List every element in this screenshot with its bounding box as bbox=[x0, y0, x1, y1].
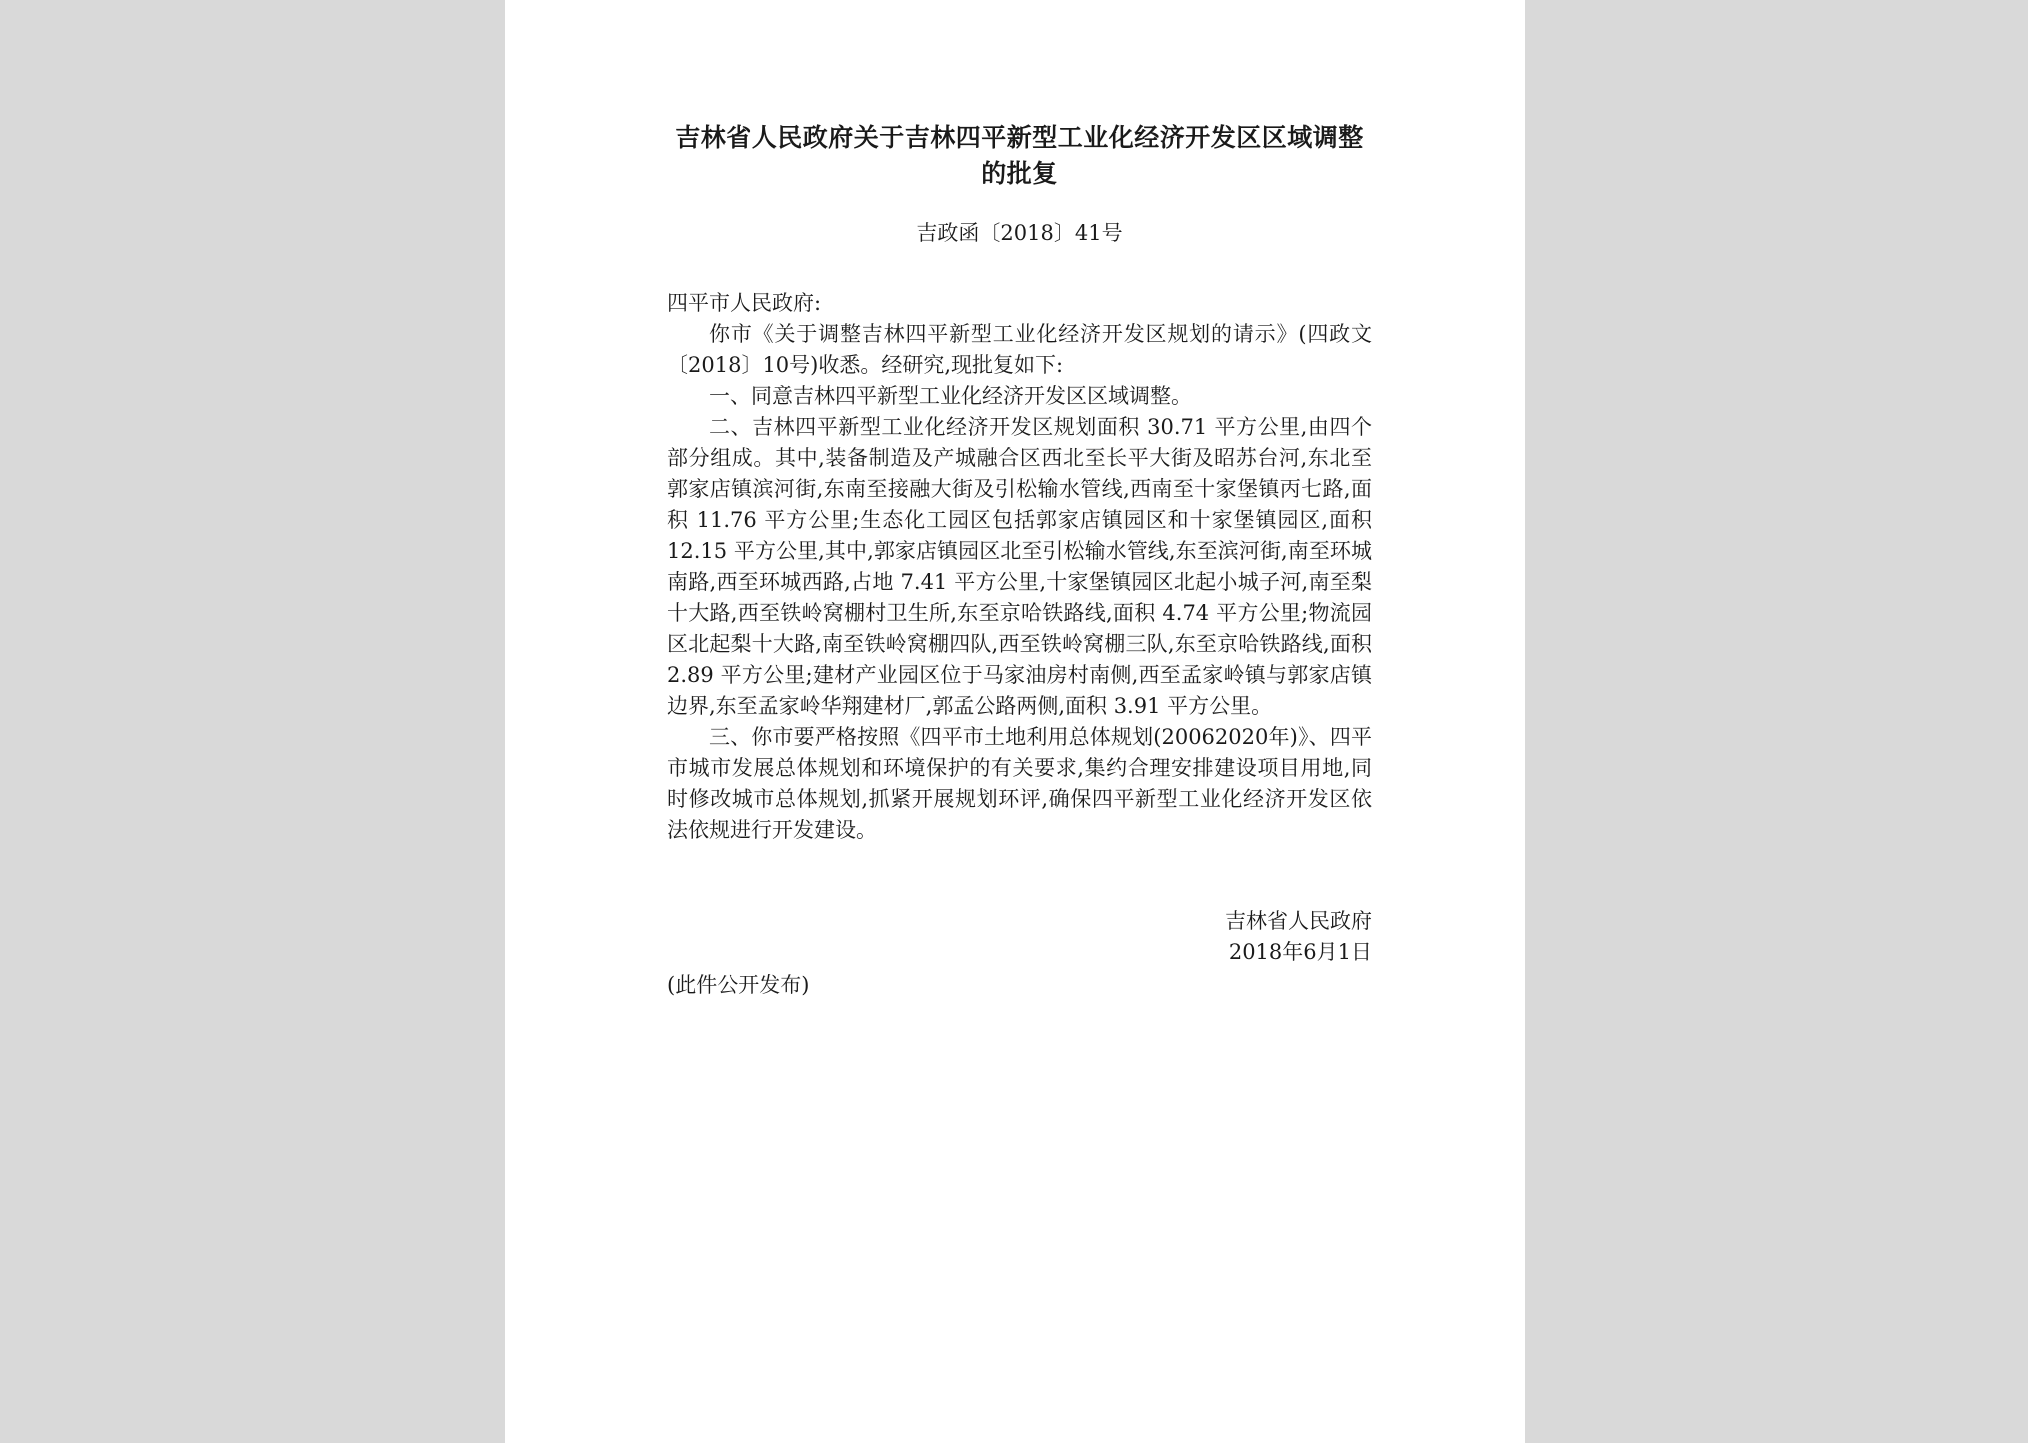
paragraph-item-2: 二、吉林四平新型工业化经济开发区规划面积 30.71 平方公里,由四个部分组成。其中,装备制造及产城融合区西北至长平大街及昭苏台河,东北至郭家店镇滨河街,东南至接融大街及引松输水管线,西南至十家堡镇丙七路,面积 11.76 平方公里;生态化工园区包括郭家店镇园区和十家堡镇园区,面积 12.15 平方公里,其中,郭家店镇园区北至引松输水管线,东至滨河街,南至环城南路,西至环城西路,占地 7.41 平方公里,十家堡镇园区北起小城子河,南至梨十大路,西至铁岭窝棚村卫生所,东至京哈铁路线,面积 4.74 平方公里;物流园区北起梨十大路,南至铁岭窝棚四队,西至铁岭窝棚三队,东至京哈铁路线,面积 2.89 平方公里;建材产业园区位于马家油房村南侧,西至孟家岭镇与郭家店镇边界,东至孟家岭华翔建材厂,郭孟公路两侧,面积 3.91 平方公里。 bbox=[667, 415, 1372, 718]
paragraph-item-3: 三、你市要严格按照《四平市土地利用总体规划(20062020年)》、四平市城市发展总体规划和环境保护的有关要求,集约合理安排建设项目用地,同时修改城市总体规划,抓紧开展规划环评,确保四平新型工业化经济开发区依法依规进行开发建设。 bbox=[667, 725, 1372, 842]
signature-date: 2018年6月1日 bbox=[1228, 940, 1372, 964]
publication-note: (此件公开发布) bbox=[667, 973, 810, 997]
document-number: 吉政函〔2018〕41号 bbox=[916, 221, 1123, 245]
signature-block bbox=[667, 906, 1372, 968]
paragraph-item-1: 一、同意吉林四平新型工业化经济开发区区域调整。 bbox=[709, 384, 1192, 408]
signature-issuer: 吉林省人民政府 bbox=[1225, 909, 1372, 933]
addressee: 四平市人民政府: bbox=[667, 291, 822, 315]
paragraph-intro: 你市《关于调整吉林四平新型工业化经济开发区规划的请示》(四政文〔2018〕10号)收悉。经研究,现批复如下: bbox=[667, 322, 1372, 377]
document-content bbox=[667, 120, 1372, 1001]
document-page bbox=[505, 0, 1525, 1443]
document-title: 吉林省人民政府关于吉林四平新型工业化经济开发区区域调整的批复 bbox=[675, 123, 1364, 188]
document-body bbox=[667, 288, 1372, 846]
